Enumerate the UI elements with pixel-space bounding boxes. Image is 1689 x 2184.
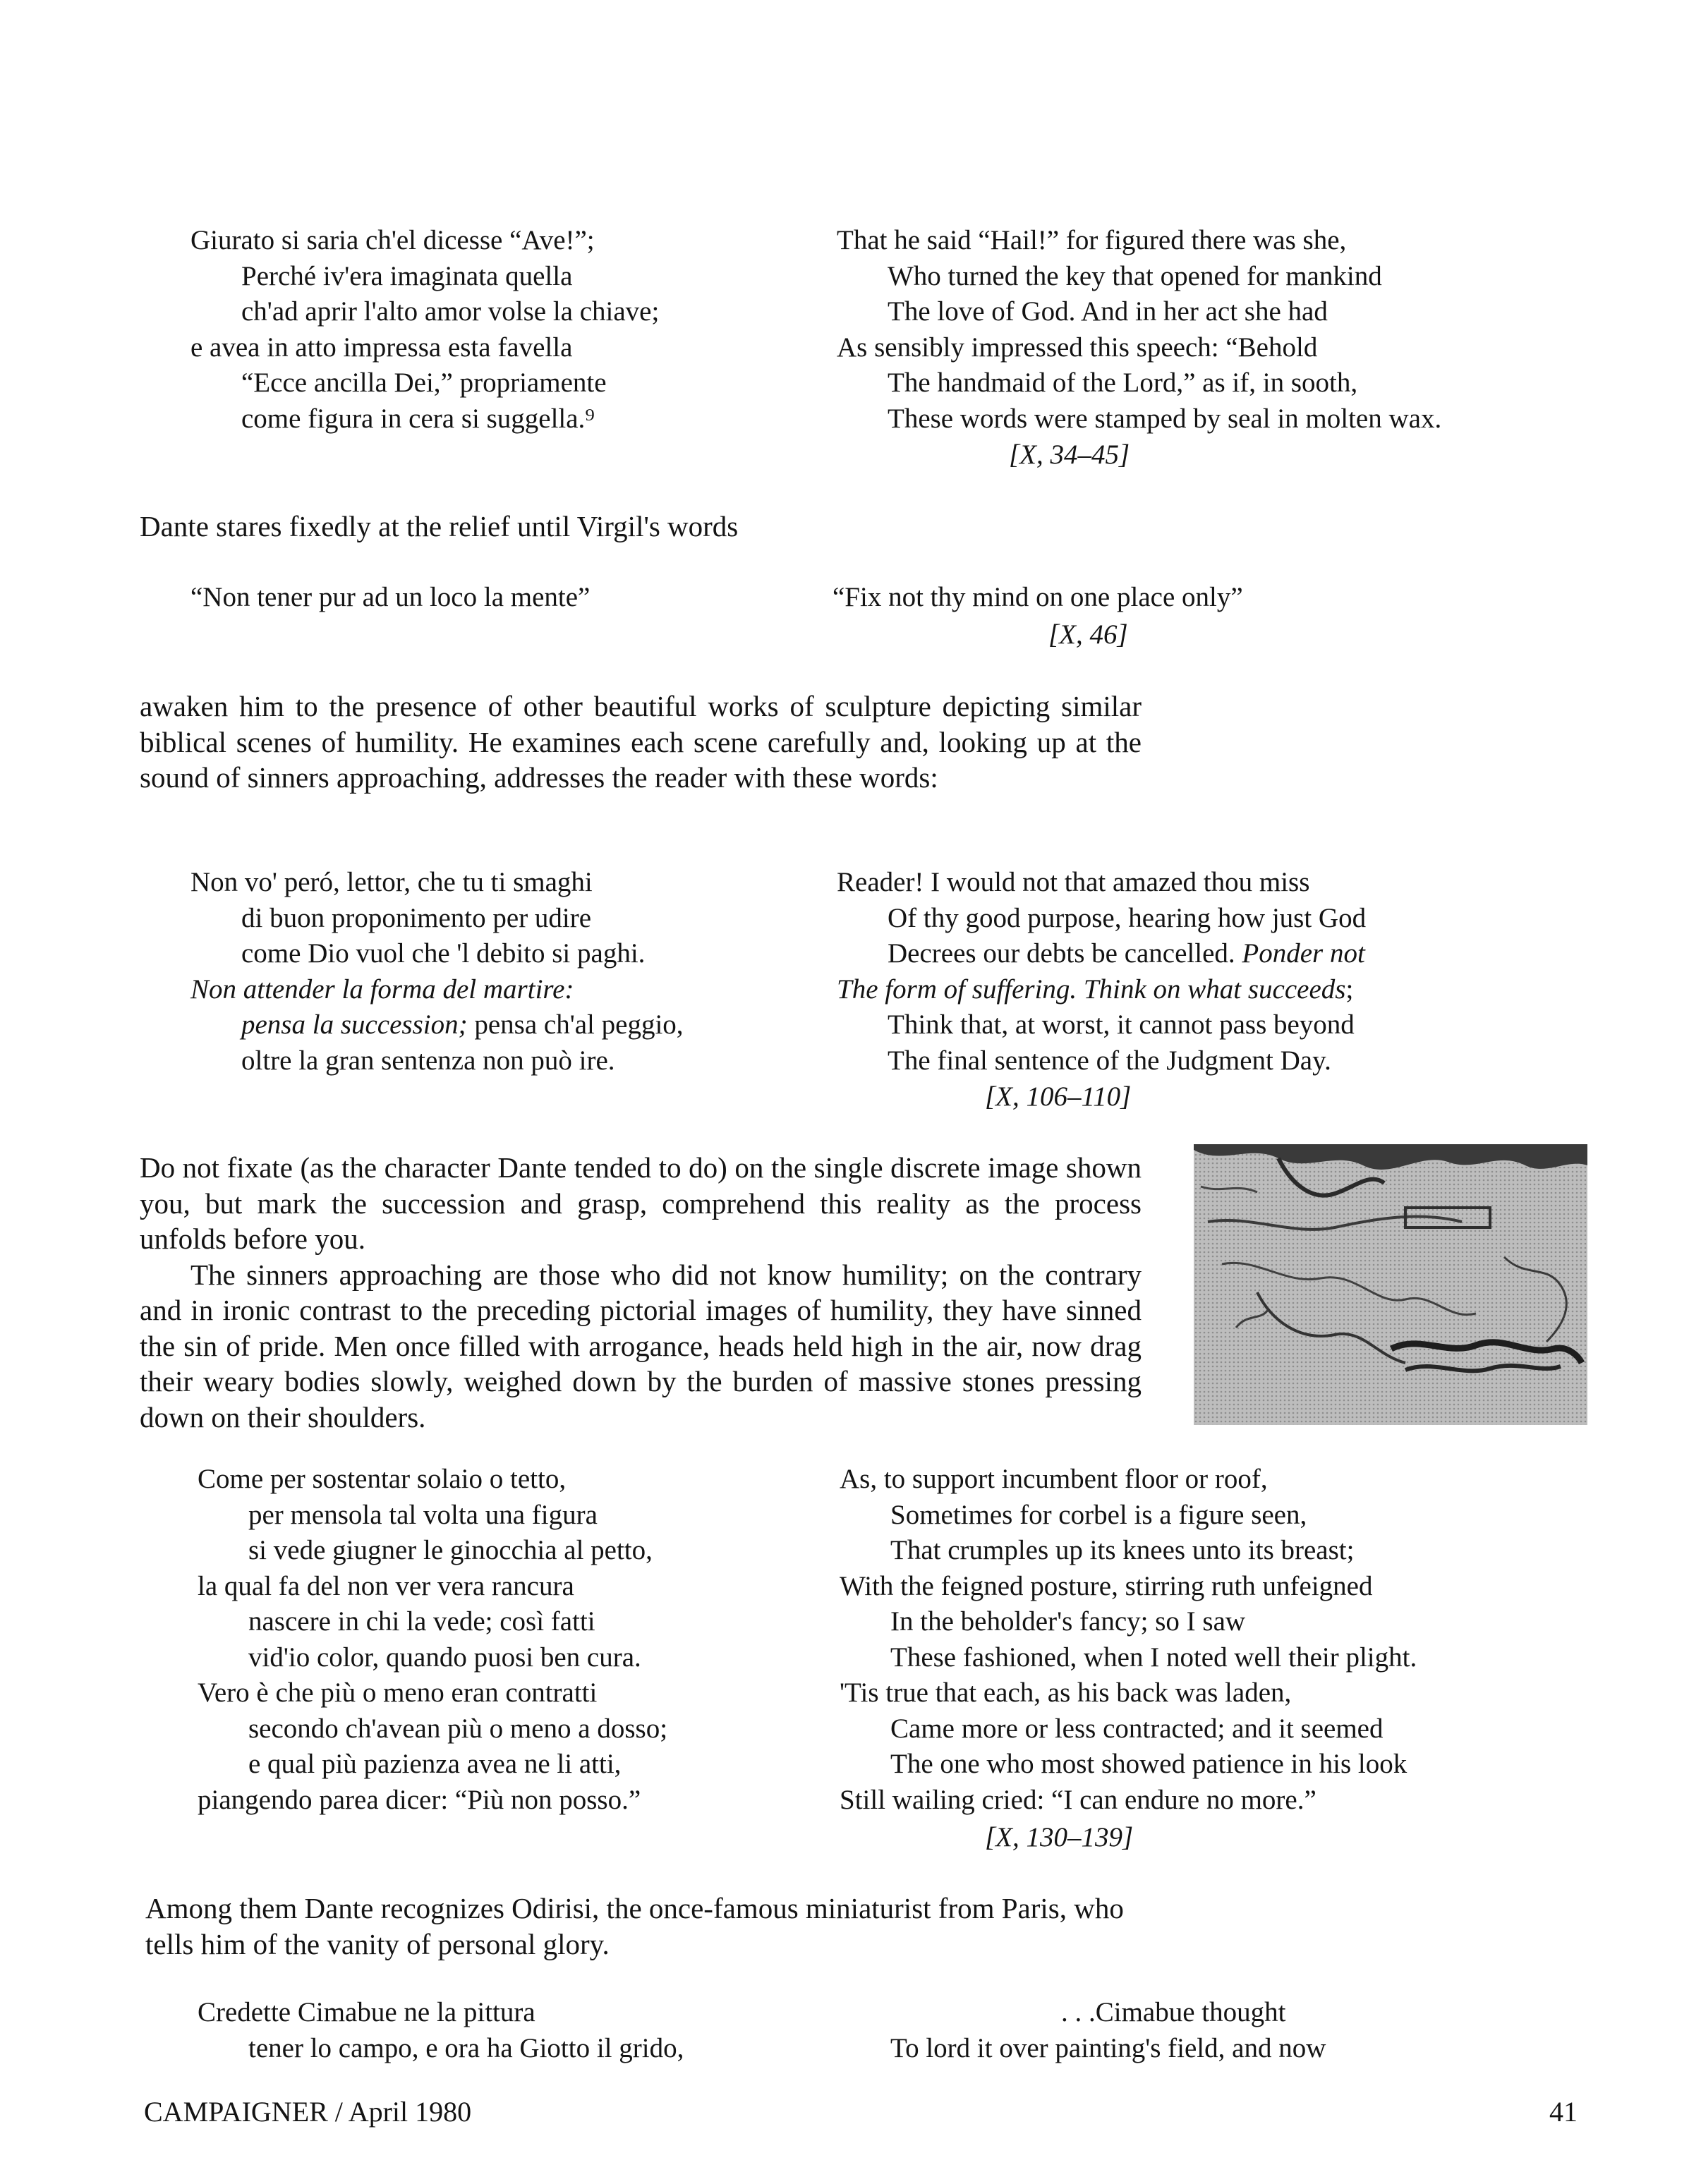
verse-line: That crumples up its knees unto its breast; [890,1535,1355,1565]
sculpture-illustration [1194,1144,1587,1425]
publication-footer: CAMPAIGNER / April 1980 [144,2096,472,2128]
prose-text: Among them Dante recognizes Odirisi, the once-famous miniaturist from Paris, who tells him of the vanity of personal glory. [145,1892,1124,1960]
verse-line: oltre la gran sentenza non può ire. [241,1045,615,1076]
stanza-5-italian [198,1995,684,2066]
stanza-2-english [833,580,1243,616]
verse-line: That he said “Hail!” for figured there was she, [837,225,1347,255]
verse-line [190,972,684,1008]
verse-line: Think that, at worst, it cannot pass beyond [888,1009,1355,1040]
verse-line: The handmaid of the Lord,” as if, in sooth, [888,368,1358,398]
verse-line: 'Tis true that each, as his back was laden, [840,1678,1292,1708]
verse-line: Come per sostentar solaio o tetto, [198,1464,567,1494]
verse-line: Perché iv'era imaginata quella [241,260,573,291]
verse-line: la qual fa del non ver vera rancura [198,1570,574,1601]
verse-line: secondo ch'avean più o meno a dosso; [248,1713,668,1744]
verse-line: come figura in cera si suggella.⁹ [241,403,595,434]
verse-line: e avea in atto impressa esta favella [190,332,573,363]
verse-line: Sometimes for corbel is a figure seen, [890,1499,1307,1530]
verse-line: “Fix not thy mind on one place only” [833,582,1243,612]
prose-text: The sinners approaching are those who did not know humility; on the contrary and in ironic contrast to the preceding pictorial images of humility, they have sinned the sin of pride. Men once filled with arrogance, heads held high in the air, now drag their weary bodies slowly, weighed down by the burden of massive stones pressing down on their shoulders. [140,1258,1142,1433]
verse-line: To lord it over painting's field, and now [890,2032,1326,2063]
verse-line: come Dio vuol che 'l debito si paghi. [241,938,646,969]
verse-text: Decrees our debts be cancelled. [888,938,1242,969]
verse-line: These words were stamped by seal in molten wax. [888,403,1442,434]
page-number: 41 [1549,2096,1578,2128]
verse-line: per mensola tal volta una figura [248,1499,598,1530]
verse-line: As sensibly impressed this speech: “Behold [837,332,1318,363]
verse-line: These fashioned, when I noted well their plight. [890,1642,1417,1673]
stanza-2-italian [190,580,590,616]
stanza-3-citation: [X, 106–110] [985,1081,1132,1112]
verse-line: The one who most showed patience in his look [890,1749,1408,1779]
prose-paragraph-2 [140,688,1142,796]
prose-paragraph-3 [140,1150,1142,1435]
verse-line: As, to support incumbent floor or roof, [840,1464,1268,1494]
prose-text: awaken him to the presence of other beautiful works of sculpture depicting similar biblical scenes of humility. He examines each scene carefully and, looking up at the sound of sinners approaching, addresses the reader with these words: [140,690,1142,794]
verse-line [837,972,1366,1008]
verse-line: si vede giugner le ginocchia al petto, [248,1535,653,1565]
italic-text: The form of suffering. Think on what succeeds [837,973,1346,1005]
verse-line: . . .Cimabue thought [1061,1997,1286,2027]
stanza-3-english [837,865,1366,1079]
verse-line: Who turned the key that opened for mankind [888,260,1382,291]
verse-line: Non vo' peró, lettor, che tu ti smaghi [190,867,593,897]
verse-line: In the beholder's fancy; so I saw [890,1606,1246,1637]
verse-line: Still wailing cried: “I can endure no more.” [840,1784,1316,1815]
verse-line: Reader! I would not that amazed thou miss [837,867,1310,897]
verse-line: ch'ad aprir l'alto amor volse la chiave; [241,296,660,327]
stanza-4-italian [198,1462,667,1818]
stanza-1-english [837,223,1441,437]
verse-line: di buon proponimento per udire [241,902,592,933]
stanza-1-citation: [X, 34–45] [1009,439,1130,470]
prose-text: Do not fixate (as the character Dante tended to do) on the single discrete image shown you, but mark the succession and grasp, comprehend this reality as the process unfolds before you. [140,1151,1142,1255]
italic-text: Non attender la forma del martire: [190,973,574,1005]
stanza-4-english [840,1462,1417,1818]
verse-line: Came more or less contracted; and it seemed [890,1713,1384,1744]
stanza-4-citation: [X, 130–139] [985,1822,1134,1852]
verse-line: “Ecce ancilla Dei,” propriamente [241,368,607,398]
verse-line: piangendo parea dicer: “Più non posso.” [198,1784,641,1815]
stanza-3-italian [190,865,684,1079]
verse-line [190,1007,684,1043]
verse-line: The love of God. And in her act she had [888,296,1328,327]
verse-line: Giurato si saria ch'el dicesse “Ave!”; [190,225,595,255]
verse-line: nascere in chi la vede; così fatti [248,1606,595,1637]
verse-line: The final sentence of the Judgment Day. [888,1045,1331,1076]
prose-paragraph-4 [145,1891,1147,1962]
stanza-1-italian [190,223,659,437]
verse-line: Of thy good purpose, hearing how just God [888,902,1367,933]
verse-line: With the feigned posture, stirring ruth unfeigned [840,1570,1373,1601]
verse-text: pensa ch'al peggio, [467,1009,684,1040]
verse-line: Credette Cimabue ne la pittura [198,1997,535,2027]
verse-line: “Non tener pur ad un loco la mente” [190,582,591,612]
verse-line: vid'io color, quando puosi ben cura. [248,1642,641,1673]
stanza-2-citation: [X, 46] [1048,619,1128,650]
verse-line: e qual più pazienza avea ne li atti, [248,1749,622,1779]
stanza-5-english [890,1995,1326,2066]
prose-paragraph-1: Dante stares fixedly at the relief until Virgil's words [140,510,739,542]
verse-line: tener lo campo, e ora ha Giotto il grido, [248,2032,684,2063]
italic-text: pensa la succession; [241,1009,468,1040]
verse-line: Vero è che più o meno eran contratti [198,1678,598,1708]
verse-text: ; [1345,973,1354,1005]
italic-text: Ponder not [1242,938,1365,969]
verse-line [837,936,1366,972]
